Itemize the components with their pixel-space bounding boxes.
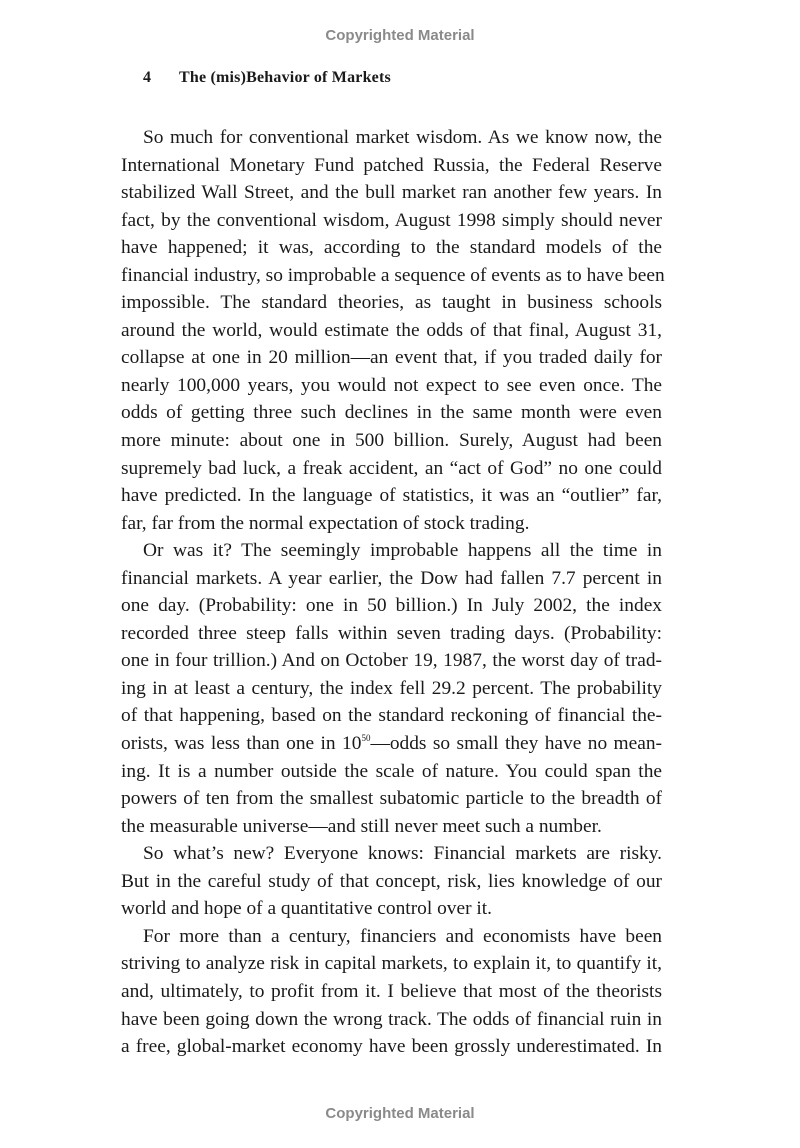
- line-segment: —odds so small they have no mean-: [370, 733, 662, 755]
- text-line: recorded three steep falls within seven trading days. (Probability:: [121, 622, 662, 644]
- copyright-watermark-top: Copyrighted Material: [325, 27, 475, 44]
- text-line: have been going down the wrong track. The odds of financial ruin in: [121, 1008, 662, 1030]
- text-line: one day. (Probability: one in 50 billion.) In July 2002, the index: [121, 595, 662, 617]
- text-line: stabilized Wall Street, and the bull market ran another few years. In: [121, 182, 662, 204]
- text-line: far, far from the normal expectation of stock trading.: [121, 512, 530, 534]
- paragraph: [121, 840, 662, 923]
- text-line: odds of getting three such declines in the same month were even: [121, 402, 662, 424]
- text-line: financial markets. A year earlier, the Dow had fallen 7.7 percent in: [121, 567, 662, 589]
- text-line: have predicted. In the language of statistics, it was an “outlier” far,: [121, 485, 662, 507]
- text-line: International Monetary Fund patched Russia, the Federal Reserve: [121, 154, 662, 176]
- text-line: have happened; it was, according to the standard models of the: [121, 237, 662, 259]
- running-head: [143, 69, 391, 87]
- text-line: of that happening, based on the standard reckoning of financial the-: [121, 705, 662, 727]
- text-line: one in four trillion.) And on October 19, 1987, the worst day of trad-: [121, 650, 662, 672]
- text-line: around the world, would estimate the odds of that final, August 31,: [121, 319, 662, 341]
- text-line: a free, global-market economy have been grossly underestimated. In: [121, 1036, 662, 1058]
- text-line: So what’s new? Everyone knows: Financial markets are risky.: [143, 843, 662, 865]
- text-line: and, ultimately, to profit from it. I believe that most of the theorists: [121, 980, 662, 1002]
- line-segment: orists, was less than one in 10: [121, 733, 362, 755]
- text-line: powers of ten from the smallest subatomic particle to the breadth of: [121, 788, 662, 810]
- body-text: [121, 124, 665, 1061]
- text-line: But in the careful study of that concept, risk, lies knowledge of our: [121, 870, 662, 892]
- text-line: striving to analyze risk in capital markets, to explain it, to quantify it,: [121, 953, 662, 975]
- text-line: supremely bad luck, a freak accident, an “act of God” no one could: [121, 457, 662, 479]
- text-line: Or was it? The seemingly improbable happens all the time in: [143, 540, 662, 562]
- text-line: collapse at one in 20 million—an event that, if you traded daily for: [121, 347, 662, 369]
- text-line: So much for conventional market wisdom. As we know now, the: [143, 127, 662, 148]
- text-line: nearly 100,000 years, you would not expect to see even once. The: [121, 374, 662, 396]
- text-line: world and hope of a quantitative control over it.: [121, 898, 493, 920]
- text-line: ing. It is a number outside the scale of nature. You could span the: [121, 760, 662, 782]
- paragraph: [121, 124, 665, 537]
- text-line: more minute: about one in 500 billion. Surely, August had been: [121, 430, 662, 452]
- text-line: [121, 730, 662, 758]
- paragraph: [121, 923, 662, 1061]
- page-number: 4: [143, 69, 152, 86]
- text-line: financial industry, so improbable a sequence of events as to have been: [121, 264, 665, 286]
- text-line: the measurable universe—and still never meet such a number.: [121, 815, 602, 837]
- text-line: fact, by the conventional wisdom, August 1998 simply should never: [121, 209, 662, 231]
- book-title: The (mis)Behavior of Markets: [179, 69, 391, 86]
- text-line: impossible. The standard theories, as taught in business schools: [121, 292, 662, 314]
- text-line: For more than a century, financiers and economists have been: [143, 925, 662, 947]
- paragraph: [121, 537, 662, 840]
- text-line: ing in at least a century, the index fell 29.2 percent. The probability: [121, 677, 662, 699]
- copyright-watermark-bottom: Copyrighted Material: [325, 1105, 475, 1122]
- exponent: 50: [361, 733, 371, 744]
